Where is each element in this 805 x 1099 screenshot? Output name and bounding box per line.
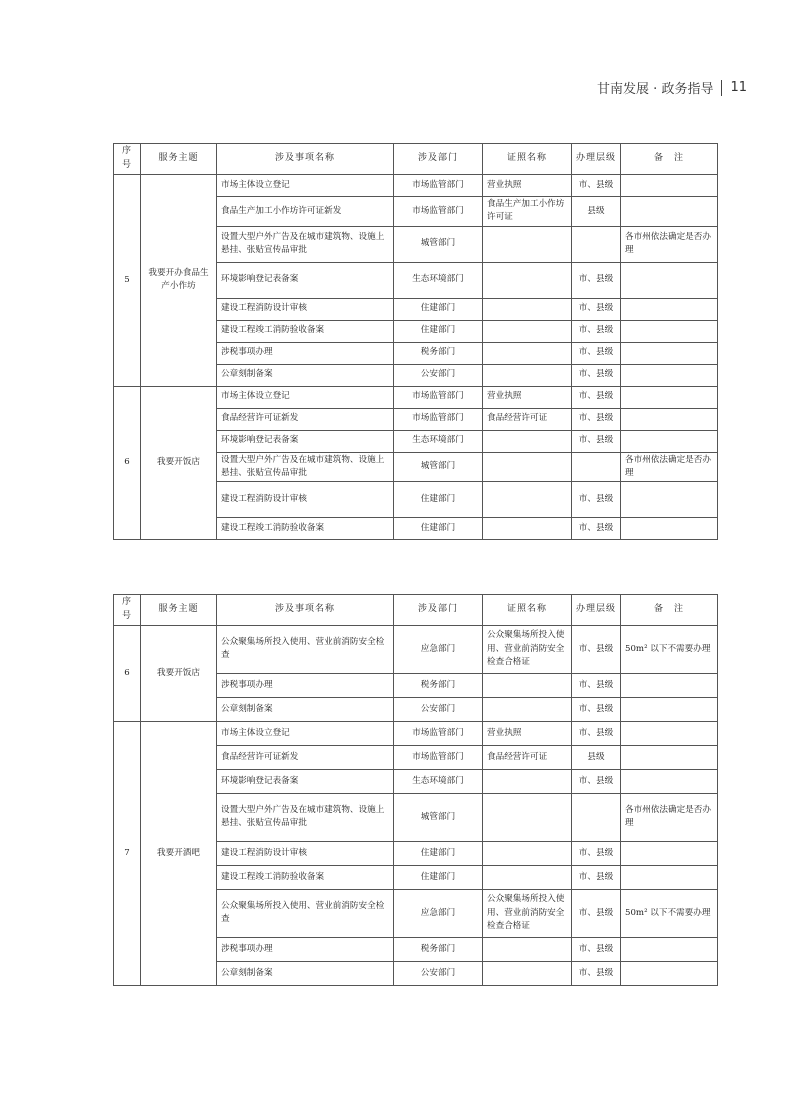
handling-level — [572, 793, 621, 841]
header-row — [114, 595, 718, 626]
column-header: 涉及事项名称 — [217, 595, 394, 626]
handling-level: 市、县级 — [572, 174, 621, 196]
handling-level: 市、县级 — [572, 298, 621, 320]
department: 住建部门 — [394, 518, 483, 540]
handling-level: 市、县级 — [572, 386, 621, 408]
item-name: 公众聚集场所投入使用、营业前消防安全检查 — [217, 889, 394, 937]
remark — [621, 408, 718, 430]
group-seq: 6 — [114, 386, 141, 540]
header-row — [114, 144, 718, 175]
header-title: 甘南发展 · 政务指导 — [597, 82, 714, 97]
remark — [621, 673, 718, 697]
handling-level: 市、县级 — [572, 482, 621, 518]
table-row — [114, 386, 718, 408]
remark — [621, 721, 718, 745]
column-header: 证照名称 — [483, 144, 572, 175]
handling-level: 市、县级 — [572, 841, 621, 865]
department: 公安部门 — [394, 364, 483, 386]
license-name — [483, 697, 572, 721]
remark — [621, 865, 718, 889]
item-name: 建设工程竣工消防验收备案 — [217, 320, 394, 342]
table-row — [114, 721, 718, 745]
license-name — [483, 298, 572, 320]
remark — [621, 482, 718, 518]
services-table-1 — [113, 143, 718, 540]
column-header: 序号 — [114, 144, 141, 175]
remark — [621, 745, 718, 769]
handling-level: 市、县级 — [572, 937, 621, 961]
handling-level: 市、县级 — [572, 364, 621, 386]
item-name: 设置大型户外广告及在城市建筑物、设施上悬挂、张贴宣传品审批 — [217, 452, 394, 482]
column-header: 办理层级 — [572, 144, 621, 175]
license-name: 营业执照 — [483, 721, 572, 745]
department: 城管部门 — [394, 793, 483, 841]
handling-level: 市、县级 — [572, 961, 621, 985]
item-name: 食品经营许可证新发 — [217, 745, 394, 769]
group-seq: 6 — [114, 625, 141, 721]
item-name: 设置大型户外广告及在城市建筑物、设施上悬挂、张贴宣传品审批 — [217, 226, 394, 262]
item-name: 公章刻制备案 — [217, 697, 394, 721]
group-theme: 我要开饭店 — [141, 386, 217, 540]
department: 应急部门 — [394, 625, 483, 673]
item-name: 建设工程竣工消防验收备案 — [217, 865, 394, 889]
department: 生态环境部门 — [394, 769, 483, 793]
remark: 50m² 以下不需要办理 — [621, 889, 718, 937]
remark — [621, 430, 718, 452]
department: 公安部门 — [394, 961, 483, 985]
item-name: 环境影响登记表备案 — [217, 769, 394, 793]
item-name: 公章刻制备案 — [217, 961, 394, 985]
license-name: 营业执照 — [483, 174, 572, 196]
column-header: 涉及部门 — [394, 595, 483, 626]
license-name: 食品经营许可证 — [483, 745, 572, 769]
license-name — [483, 320, 572, 342]
column-header: 序号 — [114, 595, 141, 626]
license-name — [483, 430, 572, 452]
column-header: 证照名称 — [483, 595, 572, 626]
handling-level — [572, 452, 621, 482]
column-header: 备 注 — [621, 595, 718, 626]
handling-level: 市、县级 — [572, 262, 621, 298]
department: 税务部门 — [394, 673, 483, 697]
remark — [621, 262, 718, 298]
remark — [621, 937, 718, 961]
item-name: 食品经营许可证新发 — [217, 408, 394, 430]
column-header: 服务主题 — [141, 595, 217, 626]
remark — [621, 769, 718, 793]
department: 生态环境部门 — [394, 430, 483, 452]
item-name: 市场主体设立登记 — [217, 386, 394, 408]
item-name: 涉税事项办理 — [217, 673, 394, 697]
department: 住建部门 — [394, 865, 483, 889]
license-name — [483, 452, 572, 482]
license-name: 公众聚集场所投入使用、营业前消防安全检查合格证 — [483, 625, 572, 673]
department: 住建部门 — [394, 482, 483, 518]
remark: 各市州依法确定是否办理 — [621, 793, 718, 841]
remark: 各市州依法确定是否办理 — [621, 452, 718, 482]
handling-level — [572, 226, 621, 262]
department: 生态环境部门 — [394, 262, 483, 298]
department: 城管部门 — [394, 226, 483, 262]
remark — [621, 841, 718, 865]
handling-level: 市、县级 — [572, 408, 621, 430]
department: 应急部门 — [394, 889, 483, 937]
department: 市场监管部门 — [394, 386, 483, 408]
department: 市场监管部门 — [394, 196, 483, 226]
remark — [621, 174, 718, 196]
item-name: 建设工程消防设计审核 — [217, 841, 394, 865]
remark — [621, 518, 718, 540]
services-table-2 — [113, 594, 718, 986]
handling-level: 市、县级 — [572, 769, 621, 793]
license-name — [483, 793, 572, 841]
license-name — [483, 865, 572, 889]
group-theme: 我要开酒吧 — [141, 721, 217, 985]
page-header — [597, 78, 747, 97]
license-name — [483, 518, 572, 540]
department: 税务部门 — [394, 342, 483, 364]
license-name: 食品经营许可证 — [483, 408, 572, 430]
remark — [621, 364, 718, 386]
license-name — [483, 364, 572, 386]
item-name: 环境影响登记表备案 — [217, 430, 394, 452]
item-name: 市场主体设立登记 — [217, 721, 394, 745]
handling-level: 市、县级 — [572, 320, 621, 342]
item-name: 市场主体设立登记 — [217, 174, 394, 196]
department: 市场监管部门 — [394, 408, 483, 430]
column-header: 涉及事项名称 — [217, 144, 394, 175]
license-name — [483, 841, 572, 865]
department: 市场监管部门 — [394, 745, 483, 769]
item-name: 公章刻制备案 — [217, 364, 394, 386]
department: 公安部门 — [394, 697, 483, 721]
department: 市场监管部门 — [394, 174, 483, 196]
item-name: 涉税事项办理 — [217, 937, 394, 961]
handling-level: 市、县级 — [572, 865, 621, 889]
license-name — [483, 226, 572, 262]
group-seq: 5 — [114, 174, 141, 386]
remark — [621, 298, 718, 320]
page-number: 11 — [730, 80, 747, 95]
column-header: 备 注 — [621, 144, 718, 175]
item-name: 环境影响登记表备案 — [217, 262, 394, 298]
remark: 各市州依法确定是否办理 — [621, 226, 718, 262]
license-name — [483, 342, 572, 364]
group-theme: 我要开饭店 — [141, 625, 217, 721]
handling-level: 市、县级 — [572, 697, 621, 721]
item-name: 涉税事项办理 — [217, 342, 394, 364]
handling-level: 县级 — [572, 196, 621, 226]
group-theme: 我要开办食品生产小作坊 — [141, 174, 217, 386]
handling-level: 市、县级 — [572, 721, 621, 745]
item-name: 设置大型户外广告及在城市建筑物、设施上悬挂、张贴宣传品审批 — [217, 793, 394, 841]
item-name: 建设工程消防设计审核 — [217, 482, 394, 518]
column-header: 办理层级 — [572, 595, 621, 626]
license-name: 食品生产加工小作坊许可证 — [483, 196, 572, 226]
license-name — [483, 482, 572, 518]
handling-level: 市、县级 — [572, 673, 621, 697]
remark — [621, 386, 718, 408]
license-name — [483, 937, 572, 961]
header-divider — [721, 80, 722, 96]
item-name: 建设工程消防设计审核 — [217, 298, 394, 320]
department: 市场监管部门 — [394, 721, 483, 745]
table-row — [114, 174, 718, 196]
department: 城管部门 — [394, 452, 483, 482]
remark — [621, 961, 718, 985]
remark — [621, 320, 718, 342]
license-name — [483, 961, 572, 985]
handling-level: 市、县级 — [572, 889, 621, 937]
department: 住建部门 — [394, 298, 483, 320]
handling-level: 县级 — [572, 745, 621, 769]
license-name — [483, 673, 572, 697]
column-header: 服务主题 — [141, 144, 217, 175]
remark — [621, 196, 718, 226]
license-name — [483, 262, 572, 298]
license-name: 公众聚集场所投入使用、营业前消防安全检查合格证 — [483, 889, 572, 937]
item-name: 食品生产加工小作坊许可证新发 — [217, 196, 394, 226]
item-name: 公众聚集场所投入使用、营业前消防安全检查 — [217, 625, 394, 673]
item-name: 建设工程竣工消防验收备案 — [217, 518, 394, 540]
handling-level: 市、县级 — [572, 342, 621, 364]
handling-level: 市、县级 — [572, 625, 621, 673]
group-seq: 7 — [114, 721, 141, 985]
remark — [621, 697, 718, 721]
remark — [621, 342, 718, 364]
handling-level: 市、县级 — [572, 518, 621, 540]
column-header: 涉及部门 — [394, 144, 483, 175]
department: 税务部门 — [394, 937, 483, 961]
license-name: 营业执照 — [483, 386, 572, 408]
remark: 50m² 以下不需要办理 — [621, 625, 718, 673]
handling-level: 市、县级 — [572, 430, 621, 452]
department: 住建部门 — [394, 320, 483, 342]
table-row — [114, 625, 718, 673]
department: 住建部门 — [394, 841, 483, 865]
license-name — [483, 769, 572, 793]
